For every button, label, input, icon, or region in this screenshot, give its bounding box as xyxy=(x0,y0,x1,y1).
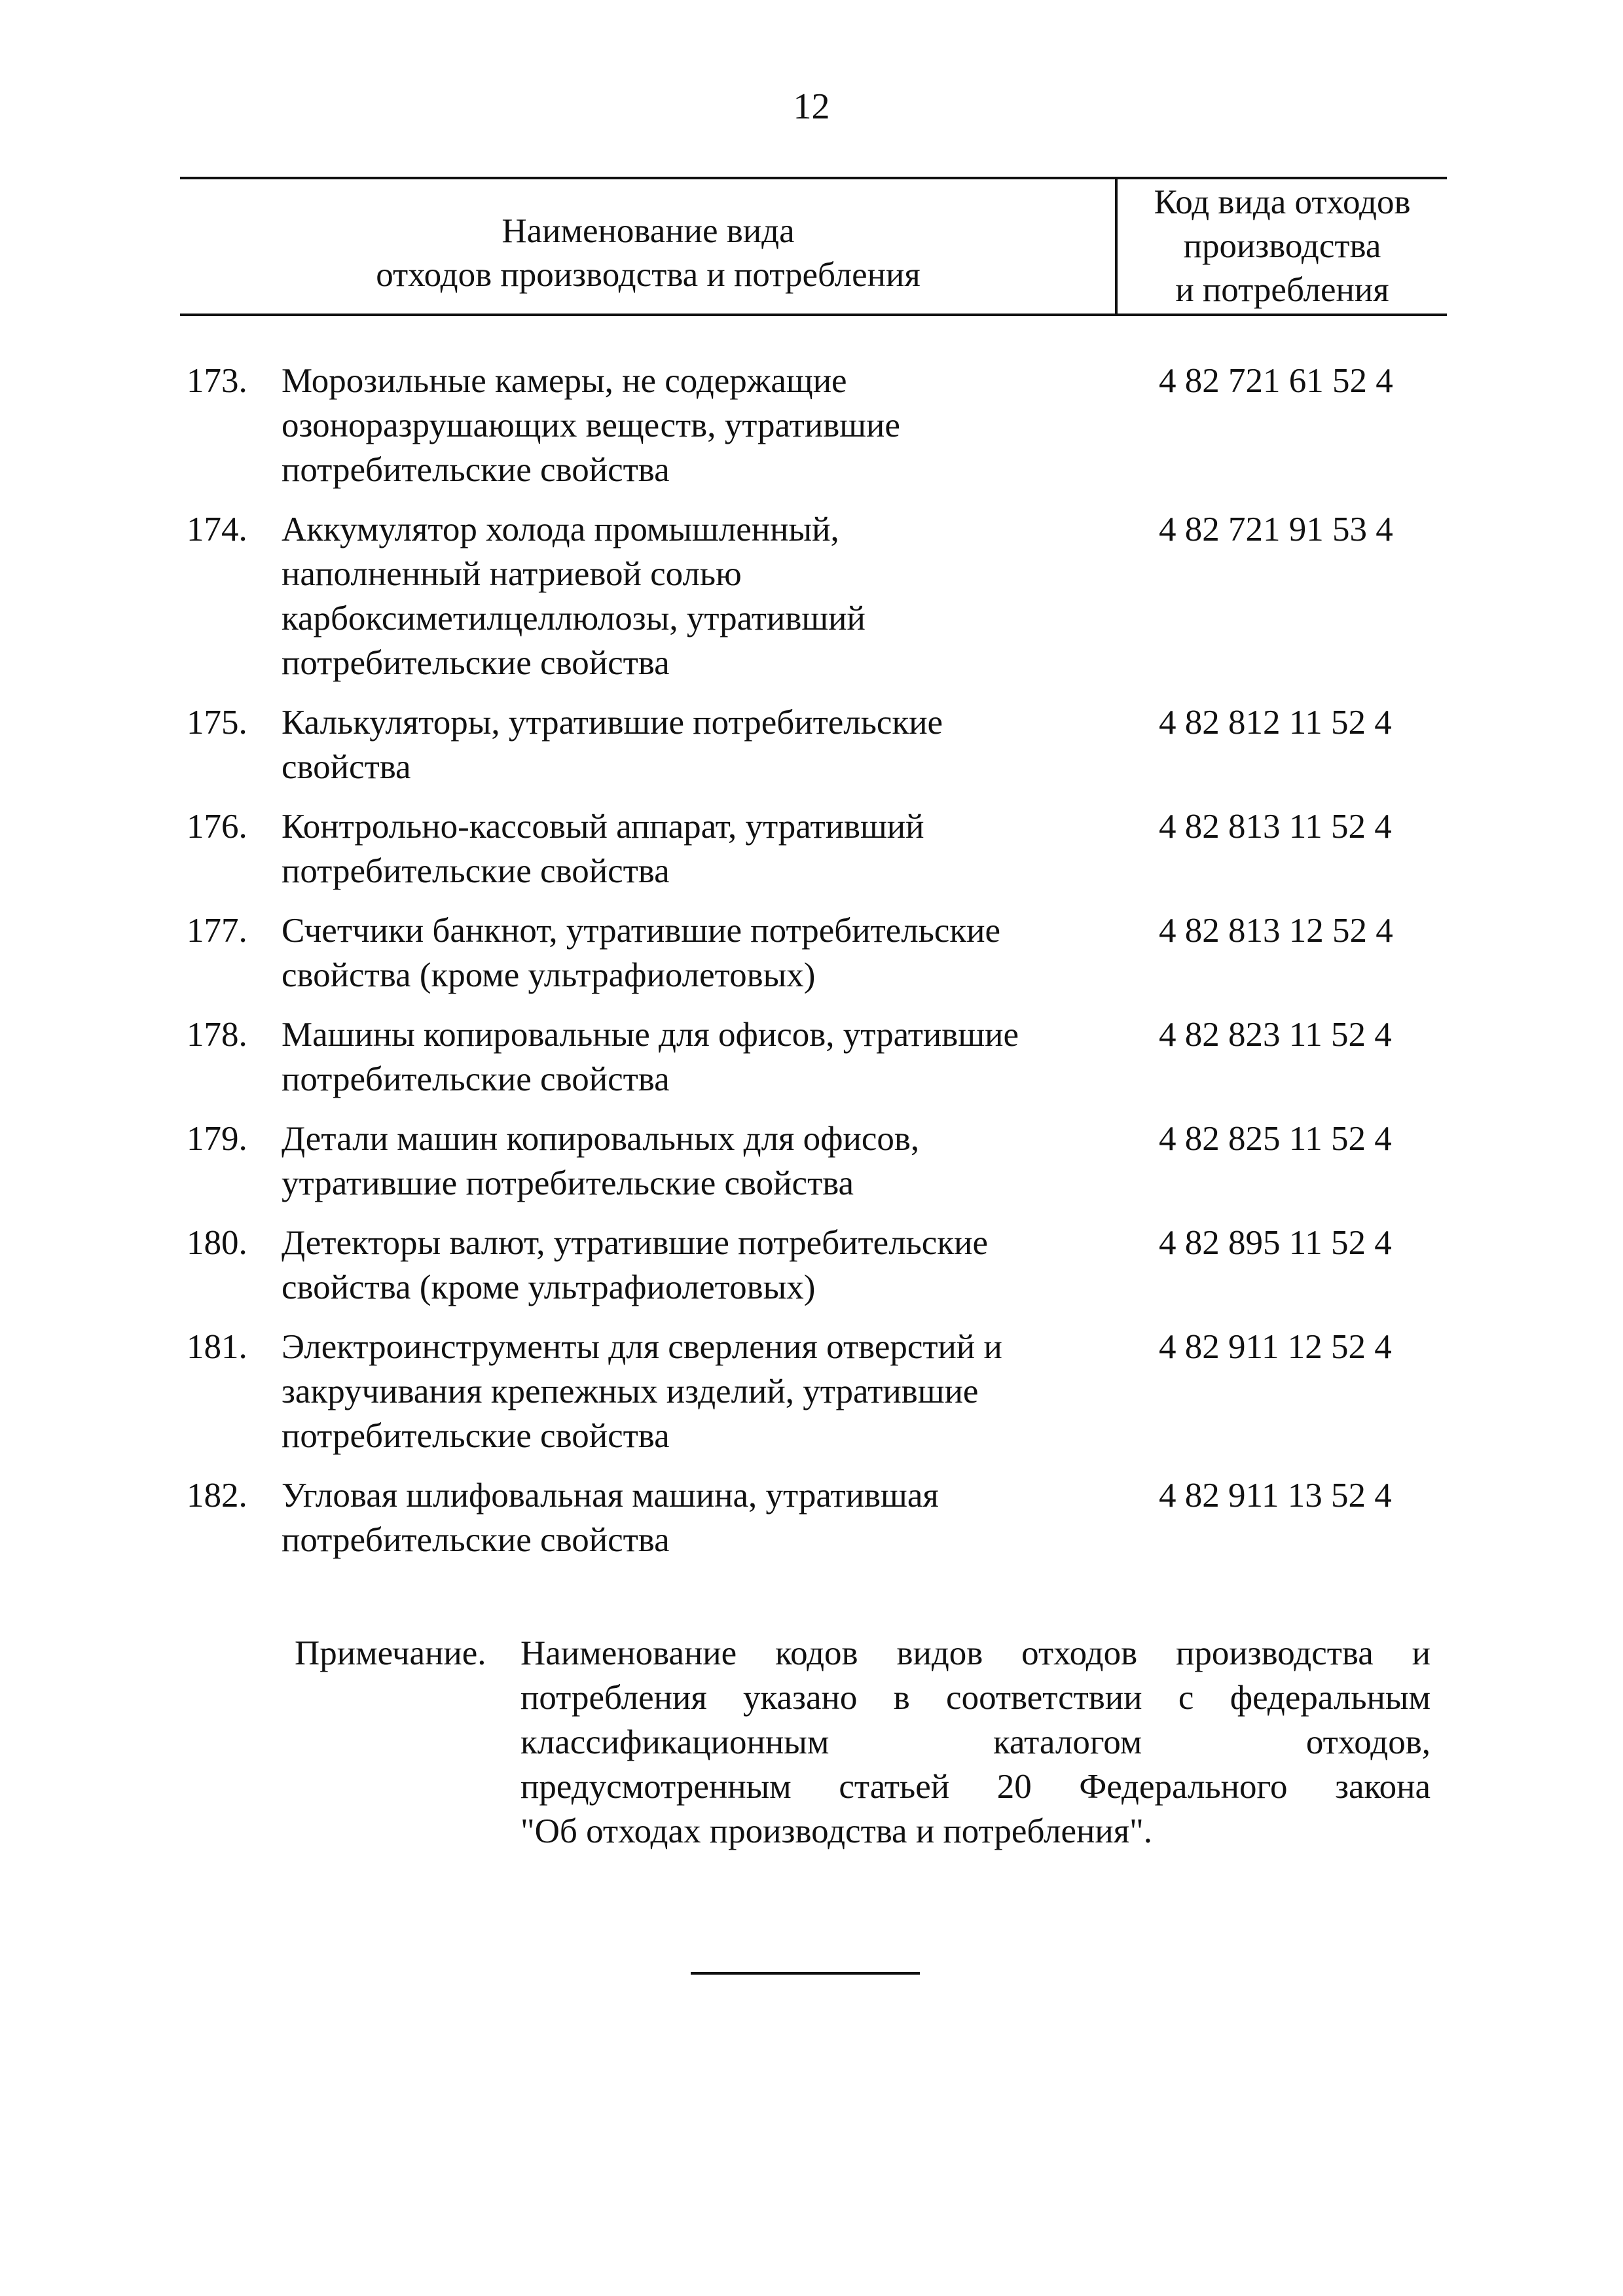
row-waste-name-line: Аккумулятор холода промышленный, xyxy=(282,511,839,548)
row-number: 182. xyxy=(187,1477,247,1515)
table-row xyxy=(187,1325,1447,1458)
row-waste-name xyxy=(282,700,1136,789)
table-row xyxy=(187,1013,1447,1102)
row-waste-code: 4 82 721 61 52 4 xyxy=(1159,362,1393,400)
row-number: 178. xyxy=(187,1016,247,1054)
row-waste-name-line: утратившие потребительские свойства xyxy=(282,1164,854,1202)
table-header xyxy=(180,177,1447,316)
row-waste-name xyxy=(282,1221,1136,1310)
header-code-line: Код вида отходов xyxy=(1154,183,1411,221)
end-rule xyxy=(691,1972,920,1975)
row-waste-name xyxy=(282,908,1136,997)
row-waste-name xyxy=(282,359,1136,492)
note-line: "Об отходах производства и потребления". xyxy=(520,1812,1153,1850)
row-number: 180. xyxy=(187,1224,247,1262)
table-row xyxy=(187,908,1447,997)
row-waste-code: 4 82 895 11 52 4 xyxy=(1159,1224,1392,1262)
row-number: 179. xyxy=(187,1120,247,1158)
note-label: Примечание. xyxy=(295,1634,486,1672)
row-waste-name-line: Машины копировальные для офисов, утратившие xyxy=(282,1016,1019,1054)
row-number: 173. xyxy=(187,362,247,400)
header-code-column xyxy=(1118,179,1447,314)
row-waste-name xyxy=(282,1013,1136,1102)
row-number: 175. xyxy=(187,704,247,742)
row-waste-code: 4 82 825 11 52 4 xyxy=(1159,1120,1392,1158)
row-waste-name-line: свойства xyxy=(282,748,411,786)
row-waste-name-line: потребительские свойства xyxy=(282,1521,670,1559)
table-row xyxy=(187,507,1447,685)
row-number: 181. xyxy=(187,1328,247,1366)
header-name-line: отходов производства и потребления xyxy=(376,255,921,294)
note-text xyxy=(520,1631,1431,1854)
table-row xyxy=(187,359,1447,492)
note-line: Наименование кодов видов отходов производства и xyxy=(520,1634,1431,1672)
row-waste-name-line: потребительские свойства xyxy=(282,451,670,489)
table-row xyxy=(187,1117,1447,1206)
row-waste-code: 4 82 812 11 52 4 xyxy=(1159,704,1392,742)
header-code-line: и потребления xyxy=(1175,271,1389,309)
row-waste-name-line: карбоксиметилцеллюлозы, утративший xyxy=(282,600,866,637)
row-waste-name-line: Контрольно-кассовый аппарат, утративший xyxy=(282,808,924,846)
row-waste-name-line: свойства (кроме ультрафиолетовых) xyxy=(282,956,816,994)
row-waste-name-line: Счетчики банкнот, утратившие потребительские xyxy=(282,912,1001,950)
table-row xyxy=(187,700,1447,789)
row-waste-name-line: Калькуляторы, утратившие потребительские xyxy=(282,704,943,742)
table-row xyxy=(187,1473,1447,1562)
row-number: 177. xyxy=(187,912,247,950)
row-waste-name-line: Электроинструменты для сверления отверстий и xyxy=(282,1328,1002,1366)
header-code-line: производства xyxy=(1183,227,1381,265)
row-waste-name-line: наполненный натриевой солью xyxy=(282,555,742,593)
row-waste-name-line: озоноразрушающих веществ, утратившие xyxy=(282,406,900,444)
row-waste-name-line: потребительские свойства xyxy=(282,644,670,682)
row-waste-name-line: закручивания крепежных изделий, утратившие xyxy=(282,1372,979,1410)
row-waste-code: 4 82 823 11 52 4 xyxy=(1159,1016,1392,1054)
row-waste-name xyxy=(282,1473,1136,1562)
table-body xyxy=(187,359,1447,1577)
row-waste-name-line: Морозильные камеры, не содержащие xyxy=(282,362,847,400)
row-waste-name xyxy=(282,1325,1136,1458)
row-waste-name-line: потребительские свойства xyxy=(282,1060,670,1098)
row-waste-name-line: свойства (кроме ультрафиолетовых) xyxy=(282,1268,816,1306)
note-line: потребления указано в соответствии с федеральным xyxy=(520,1679,1431,1717)
row-waste-code: 4 82 911 12 52 4 xyxy=(1159,1328,1392,1366)
row-waste-name xyxy=(282,1117,1136,1206)
row-waste-name-line: Детекторы валют, утратившие потребительские xyxy=(282,1224,988,1262)
row-waste-code: 4 82 813 11 52 4 xyxy=(1159,808,1392,846)
row-waste-name-line: Детали машин копировальных для офисов, xyxy=(282,1120,920,1158)
table-row xyxy=(187,804,1447,893)
row-waste-code: 4 82 721 91 53 4 xyxy=(1159,511,1393,548)
row-waste-name xyxy=(282,804,1136,893)
row-waste-name-line: потребительские свойства xyxy=(282,1417,670,1455)
row-number: 176. xyxy=(187,808,247,846)
note-line: классификационным каталогом отходов, xyxy=(520,1723,1431,1761)
page-number: 12 xyxy=(793,86,830,127)
row-waste-name-line: Угловая шлифовальная машина, утратившая xyxy=(282,1477,939,1515)
row-waste-code: 4 82 813 12 52 4 xyxy=(1159,912,1393,950)
header-name-line: Наименование вида xyxy=(501,211,795,250)
table-row xyxy=(187,1221,1447,1310)
note-line: предусмотренным статьей 20 Федерального закона xyxy=(520,1768,1431,1806)
row-waste-name xyxy=(282,507,1136,685)
row-number: 174. xyxy=(187,511,247,548)
header-name-column xyxy=(180,179,1116,314)
row-waste-name-line: потребительские свойства xyxy=(282,852,670,890)
row-waste-code: 4 82 911 13 52 4 xyxy=(1159,1477,1392,1515)
